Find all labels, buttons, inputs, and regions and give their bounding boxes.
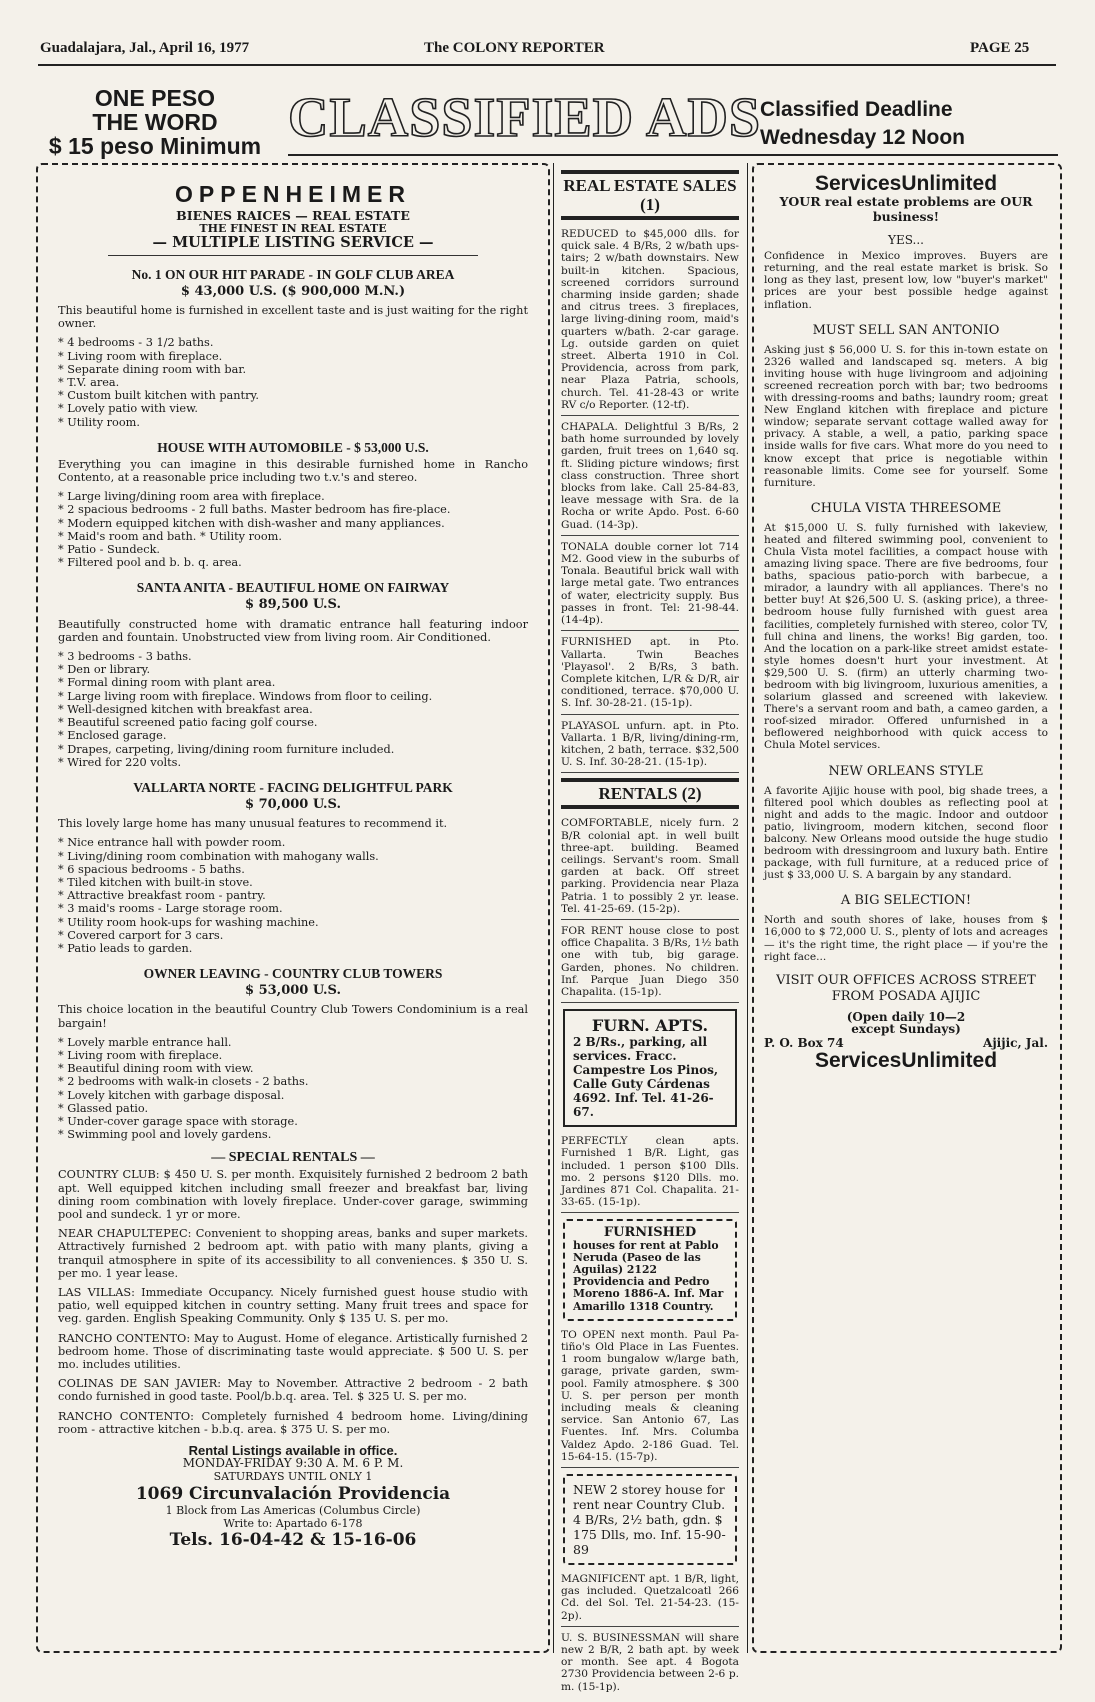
brand-top: ServicesUnlimited <box>814 172 998 195</box>
feature: * Formal dining room with plant area. <box>58 676 528 689</box>
listing-1-price: $ 43,000 U.S. ($ 900,000 M.N.) <box>180 283 406 299</box>
new-orleans-head: NEW ORLEANS STYLE <box>828 763 984 779</box>
feature: * Tiled kitchen with built-in stove. <box>58 876 528 889</box>
rate-line1: ONE PESO <box>94 85 216 111</box>
city: Ajijic, Jal. <box>983 1035 1048 1050</box>
must-sell-text: Asking just $ 56,000 U. S. for this in-town estate on 2326 walled and landscaped sq. meters. A big inviting house with huge livingroom and adjoining screened recreation porch with bar; two bedrooms with dressing-rooms and baths; laundry room; great New England kitchen with fireplace and picture window; separate servant cottage walled away for privacy. A stable, a well, a patio, parking space inside walls for five cars. What more do you need to know except that price is negotiable within reasonable limits. Come see for yourself. Some furniture. <box>764 343 1048 489</box>
listing-1-head: No. 1 ON OUR HIT PARADE - IN GOLF CLUB AREA <box>131 266 455 282</box>
feature: * Living/dining room combination with mahogany walls. <box>58 850 528 863</box>
listing-1-features <box>58 336 528 428</box>
listing-2-head: HOUSE WITH AUTOMOBILE - $ 53,000 U.S. <box>157 439 429 455</box>
listing-4-head: VALLARTA NORTE - FACING DELIGHTFUL PARK <box>133 779 453 795</box>
yes-text: Confidence in Mexico improves. Buyers are returning, and the real estate market is brisk. So long as they last, present low, low "buyer's market" prices are your best possible hedge against inflation. <box>764 250 1048 311</box>
feature: * Well-designed kitchen with breakfast area. <box>58 703 528 716</box>
tagline-2: THE FINEST IN REAL ESTATE <box>199 222 387 236</box>
furn-apts-text: 2 B/Rs., parking, all services. Fracc. Campestre Los Pinos, Calle Guty Cárdenas 4692. Inf. Tel. 41-26-67. <box>573 1035 719 1120</box>
feature: * Utility room hook-ups for washing machine. <box>58 916 528 929</box>
feature: * Patio leads to garden. <box>58 942 528 955</box>
feature: * Patio - Sundeck. <box>58 543 528 556</box>
feature: * T.V. area. <box>58 376 528 389</box>
new-orleans-text: A favorite Ajijic house with pool, big shade trees, a filtered pool which doubles as reflecting pool at night and adds to the magic. Indoor and outdoor patio, livingroom, modern kitchen, second floor balcony. New Orleans mood outside the huge studio bedroom with dressingroom and luxury bath. Entire package, with full furniture, at a reduced price of just $ 33,000 U. S. A bargain by any standard. <box>764 784 1048 882</box>
oppenheimer-name: OPPENHEIMER <box>175 181 411 207</box>
yes-head: YES... <box>888 233 924 248</box>
oppenheimer-ad <box>58 181 528 1551</box>
big-selection-head: A BIG SELECTION! <box>840 893 972 909</box>
rental-ad: FOR RENT house close to post office Chapalita. 3 B/Rs, 1½ bath one with tub, big garage. Garden, phones. No children. Inf. Parque Juan Diego 350 Chapalita. (15-1p). <box>561 925 739 1003</box>
paper-name: The COLONY REPORTER <box>424 40 605 56</box>
feature: * Lovely kitchen with garbage disposal. <box>58 1089 528 1102</box>
rental-item: COUNTRY CLUB: $ 450 U. S. per month. Exquisitely furnished 2 bedroom 2 bath apt. Well equipped kitchen including small freezer and breakfast bar, living dining room combination with lovely fireplace. Under-cover garage, swimming pool and sundeck. 1 yr or more. <box>58 1168 528 1221</box>
rental-item: NEAR CHAPULTEPEC: Convenient to shopping areas, banks and super markets. Attractively furnished 2 bedroom apt. with patio with many plants, giving a tranquil atmosphere in spite of its accessibility to all conveniences. $ 350 U. S. per mo. 1 year lease. <box>58 1227 528 1280</box>
listing-3 <box>58 579 528 768</box>
feature: * Glassed patio. <box>58 1102 528 1115</box>
listing-3-price: $ 89,500 U.S. <box>245 597 341 613</box>
column-rule-left <box>553 163 554 1653</box>
feature: * Enclosed garage. <box>58 729 528 742</box>
feature: * 4 bedrooms - 3 1/2 baths. <box>58 336 528 349</box>
services-column <box>764 172 1048 1072</box>
furnished-text: houses for rent at Pablo Neruda (Paseo de las Aguilas) 2122 Providencia and Pedro Moreno 1886-A. Inf. Mar Amarillo 1318 Country. <box>573 1238 724 1313</box>
new-house-box <box>563 1474 737 1565</box>
office-hours-saturday: SATURDAYS UNTIL ONLY 1 <box>213 1470 373 1484</box>
office-address: 1069 Circunvalación Providencia <box>135 1483 451 1504</box>
rental-ad: U. S. BUSINESSMAN will share new 2 B/R, 2 bath apt. by week or month. See apt. 4 Bogota 2730 Providencia between 2-6 p. m. (15-1p). <box>561 1631 739 1693</box>
middle-column <box>561 170 739 1702</box>
feature: * Covered carport for 3 cars. <box>58 929 528 942</box>
must-sell-head: MUST SELL SAN ANTONIO <box>812 322 1000 338</box>
office-mail: Write to: Apartado 6-178 <box>223 1516 363 1530</box>
listing-5-head: OWNER LEAVING - COUNTRY CLUB TOWERS <box>143 966 443 982</box>
sales-heading: REAL ESTATE SALES (1) <box>561 170 739 220</box>
rental-ad: PERFECTLY clean apts. Furnished 1 B/R. Light, gas included. 1 person $100 Dlls. mo. 2 persons $120 Dlls. mo. Jardines 871 Col. Chapalita. 21-33-65. (15-1p). <box>561 1135 739 1213</box>
listing-5 <box>58 965 528 1141</box>
sales-ad: FURNISHED apt. in Pto. Vallarta. Twin Beaches 'Playasol'. 2 B/Rs, 3 bath. Complete kitchen, L/R & D/R, air conditioned, terrace. $70,000 U. S. Inf. 30-28-21. (15-1p). <box>561 636 739 714</box>
rate-line3: $ 15 peso Minimum <box>48 133 262 159</box>
sales-ad: PLAYASOL unfurn. apt. in Pto. Vallarta. 1 B/R, living/dining-rm, kitchen, 2 bath, terrace. $32,500 U. S. Inf. 30-28-21. (15-1p). <box>561 720 739 774</box>
listing-2 <box>58 439 528 570</box>
dateline: Guadalajara, Jal., April 16, 1977 <box>40 40 250 56</box>
feature: * 3 maid's rooms - Large storage room. <box>58 902 528 915</box>
listing-4-features <box>58 836 528 955</box>
office-listings: Rental Listings available in office. <box>188 1443 398 1459</box>
rental-ad: COMFORTABLE, nicely furn. 2 B/R colonial apt. in well built three-apt. building. Beamed ceilings. Servant's room. Small garden at back. Off street parking. Providencia near Plaza Patria. 1 to possibly 2 yr. lease. Tel. 41-25-69. (15-2p). <box>561 817 739 920</box>
banner-title: CLASSIFIED ADS <box>288 87 762 149</box>
feature: * Living room with fireplace. <box>58 1049 528 1062</box>
rental-ad: MAGNIFICENT apt. 1 B/R, light, gas included. Quetzalcoatl 266 Cd. del Sol. Tel. 21-54-23. (15-2p). <box>561 1573 739 1627</box>
listing-4 <box>58 779 528 955</box>
feature: * 3 bedrooms - 3 baths. <box>58 650 528 663</box>
tagline-3: — MULTIPLE LISTING SERVICE — <box>152 233 434 251</box>
feature: * Utility room. <box>58 416 528 429</box>
feature: * Under-cover garage space with storage. <box>58 1115 528 1128</box>
furnished-box <box>563 1219 737 1320</box>
po-box: P. O. Box 74 <box>764 1035 844 1050</box>
banner-rule <box>288 154 1058 156</box>
rental-item: RANCHO CONTENTO: Completely furnished 4 bedroom home. Living/dining room - attractive kitchen - b.b.q. area. $ 375 U. S. per mo. <box>58 1409 528 1436</box>
chula-text: At $15,000 U. S. fully furnished with lakeview, heated and filtered swimming pool, convenient to Chula Vista motel facilities, a compact house with amazing living space. There are five bedrooms, four baths, spacious patio-porch with barbecue, a mirador, a laundry with all appliances. There's no better buy! At $26,500 U. S. (asking price), a three-bedroom house fully furnished with guest area facilities, completely furnished with stereo, color TV, full china and linens, the works! Big garden, too. And the location on a park-like street amidst estate-style homes doesn't hurt your investment. At $29,500 U. S. (firm) an utterly charming two-bedroom with big livingroom, luxurious amenities, a solarium glassed and screened with lakeview. There's a servant room and bath, a cameo garden, a roof-sized mirador. Offered unfurnished in a beflowered neighborhood with quick access to Chula Motel services. <box>764 521 1048 752</box>
feature: * Lovely marble entrance hall. <box>58 1036 528 1049</box>
rental-item: COLINAS DE SAN JAVIER: May to November. Attractive 2 bedroom - 2 bath condo furnished in good taste. Pool/b.b.q. area. Tel. $ 325 U. S. per mo. <box>58 1377 528 1404</box>
chula-head: CHULA VISTA THREESOME <box>810 500 1002 516</box>
feature: * Filtered pool and b. b. q. area. <box>58 556 528 569</box>
feature: * Living room with fireplace. <box>58 350 528 363</box>
feature: * Large living room with fireplace. Windows from floor to ceiling. <box>58 690 528 703</box>
rate-line2: THE WORD <box>92 109 218 135</box>
listing-4-text: This lovely large home has many unusual features to recommend it. <box>58 817 448 831</box>
deadline-line1: Classified Deadline <box>760 98 953 121</box>
furn-apts-head: FURN. APTS. <box>591 1016 709 1036</box>
special-rentals-head: — SPECIAL RENTALS — <box>211 1150 375 1166</box>
deadline-line2: Wednesday 12 Noon <box>760 126 965 149</box>
feature: * Maid's room and bath. * Utility room. <box>58 530 528 543</box>
hours-line2: except Sundays) <box>851 1021 961 1036</box>
deadline-block <box>760 96 1060 152</box>
new-house-text: NEW 2 storey house for rent near Country Club. 4 B/Rs, 2½ bath, gdn. $ 175 Dlls, mo. Inf. 15-90-89 <box>573 1482 726 1558</box>
listing-3-head: SANTA ANITA - BEAUTIFUL HOME ON FAIRWAY <box>136 580 450 596</box>
feature: * Beautiful dining room with view. <box>58 1062 528 1075</box>
office-hours-weekday: MONDAY-FRIDAY 9:30 A. M. 6 P. M. <box>182 1456 404 1471</box>
column-rule-right <box>747 163 748 1653</box>
listing-1-text: This beautiful home is furnished in excellent taste and is just waiting for the right owner. <box>58 304 528 331</box>
feature: * Modern equipped kitchen with dish-washer and many appliances. <box>58 517 528 530</box>
divider <box>108 255 478 256</box>
feature: * 2 bedrooms with walk-in closets - 2 baths. <box>58 1075 528 1088</box>
feature: * Drapes, carpeting, living/dining room furniture included. <box>58 743 528 756</box>
sales-ad: CHAPALA. Delightful 3 B/Rs, 2 bath home surrounded by lovely garden, fruit trees on 1,640 sq. ft. Sliding picture windows; first class construction. Three short blocks from lake. Call 25-84-83, leave message with Sra. de la Rocha or write Apdo. Post. 6-60 Guad. (14-3p). <box>561 421 739 536</box>
feature: * Separate dining room with bar. <box>58 363 528 376</box>
feature: * Lovely patio with view. <box>58 402 528 415</box>
rate-block <box>40 86 270 158</box>
feature: * Wired for 220 volts. <box>58 756 528 769</box>
listing-5-features <box>58 1036 528 1142</box>
rental-item: LAS VILLAS: Immediate Occupancy. Nicely furnished guest house studio with patio, well equipped kitchen in country setting. Many fruit trees and space for veg. garden. English Speaking Community. Only $ 135 U. S. per mo. <box>58 1286 528 1326</box>
listing-3-features <box>58 650 528 769</box>
rental-ad: TO OPEN next month. Paul Pa-tiño's Old Place in Las Fuentes. 1 room bungalow w/large bath, garage, private garden, swm-pool. Family atmosphere. $ 300 U. S. per person per month including meals & cleaning service. San Antonio 67, Las Fuentes. Inf. Mrs. Columba Valdez Apdo. 2-186 Guad. Tel. 15-64-15. (15-7p). <box>561 1329 739 1468</box>
feature: * 6 spacious bedrooms - 5 baths. <box>58 863 528 876</box>
feature: * Large living/dining room area with fireplace. <box>58 490 528 503</box>
feature: * Den or library. <box>58 663 528 676</box>
furn-apts-box <box>563 1009 737 1127</box>
office-landmark: 1 Block from Las Americas (Columbus Circle) <box>165 1503 421 1517</box>
office-phones: Tels. 16-04-42 & 15-16-06 <box>169 1530 417 1551</box>
listing-5-price: $ 53,000 U.S. <box>245 983 341 999</box>
rentals-heading: RENTALS (2) <box>561 778 739 809</box>
header-rule <box>38 64 1056 66</box>
rental-item: RANCHO CONTENTO: May to August. Home of elegance. Artistically furnished 2 bedroom home. Those of discriminating taste would appreciate. $ 500 U. S. per mo. includes utilities. <box>58 1331 528 1372</box>
brand-bottom: ServicesUnlimited <box>814 1048 998 1072</box>
listing-2-features <box>58 490 528 569</box>
feature: * Attractive breakfast room - pantry. <box>58 889 528 902</box>
services-intro: YOUR real estate problems are OUR business! <box>779 194 1033 225</box>
listing-1 <box>58 266 528 429</box>
feature: * Swimming pool and lovely gardens. <box>58 1128 528 1141</box>
listing-2-text: Everything you can imagine in this desirable furnished home in Rancho Contento, at a reasonable price including two t.v.'s and stereo. <box>58 457 528 485</box>
page-number: PAGE 25 <box>970 40 1030 56</box>
listing-5-text: This choice location in the beautiful Country Club Towers Condominium is a real bargain! <box>58 1003 528 1030</box>
tagline-1: BIENES RAICES — REAL ESTATE <box>176 208 410 224</box>
sales-ad: TONALA double corner lot 714 M2. Good view in the suburbs of Tonala. Beautiful brick wall with large metal gate. Two entrances of water, electricity supply. Bus passes in front. Tel: 21-98-44. (14-4p). <box>561 541 739 631</box>
feature: * Nice entrance hall with powder room. <box>58 836 528 849</box>
listing-4-price: $ 70,000 U.S. <box>245 796 341 812</box>
furnished-head: FURNISHED <box>603 1225 697 1241</box>
big-selection-text: North and south shores of lake, houses from $ 16,000 to $ 72,000 U. S., plenty of lots and acreages — it's the right time, the right place — if you're the right face... <box>764 914 1048 963</box>
feature: * Custom built kitchen with pantry. <box>58 389 528 402</box>
contact-row <box>764 1037 1048 1049</box>
sales-ad: REDUCED to $45,000 dlls. for quick sale. 4 B/Rs, 2 w/bath ups-tairs; 2 w/bath downstairs. New built-in kitchen. Spacious, screened corridors surround charming inside garden; shade and citrus trees. 3 fireplaces, large living-dining room, maid's quarters w/bath. 2-car garage. Lg. outside garden on quiet street. Alberta 1910 in Col. Providencia, across from park, near Plaza Patria, schools, church. Tel. 41-28-43 or write RV c/o Reporter. (12-tf). <box>561 228 739 416</box>
listing-3-text: Beautifully constructed home with dramatic entrance hall featuring indoor garden and fountain. Unobstructed view from living room. Air Conditioned. <box>58 617 528 644</box>
feature: * 2 spacious bedrooms - 2 full baths. Master bedroom has fire-place. <box>58 503 528 516</box>
visit-offices: VISIT OUR OFFICES ACROSS STREET FROM POSADA AJIJIC <box>776 972 1036 1004</box>
feature: * Beautiful screened patio facing golf course. <box>58 716 528 729</box>
hours-line1: (Open daily 10—2 <box>846 1009 966 1024</box>
